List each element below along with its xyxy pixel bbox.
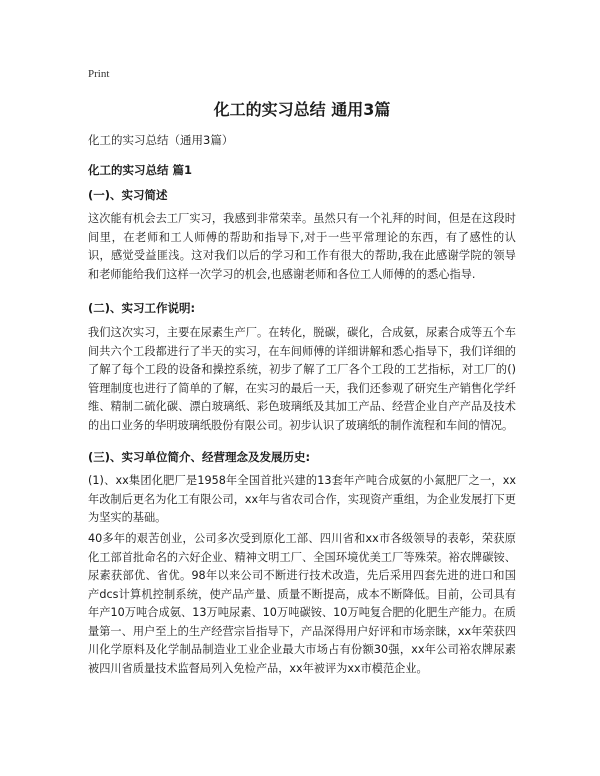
print-label: Print [88, 68, 110, 80]
section-2-paragraph-1: 我们这次实习，主要在尿素生产厂。在转化，脱碳，碳化，合成氨，尿素合成等五个车间共六个工段都进行了半天的实习，在车间师傅的详细讲解和悉心指导下，我们详细的了解了每个工段的设备和操控系统，初步了解了工厂各个工段的工艺指标，对工厂的()管理制度也进行了简单的了解，在实习的最后一天，我们还参观了研究生产销售化学纤维、精制二硫化碳、漂白玻璃纸、彩色玻璃纸及其加工产品、经营企业自产产品及技术的出口业务的华明玻璃纸股份有限公司。初步认识了玻璃纸的制作流程和车间的情况。 [88, 326, 516, 432]
article-heading: 化工的实习总结 篇1 [88, 163, 193, 177]
section-heading-1: (一)、实习简述 [88, 188, 168, 202]
section-heading-3: (三)、实习单位简介、经营理念及发展历史: [88, 450, 311, 464]
section-3-paragraph-2: 40多年的艰苦创业，公司多次受到原化工部、四川省和xx市各级领导的表彰，荣获原化工部首批命名的六好企业、精神文明工厂、全国环境优美工厂等殊荣。裕农牌碳铵、尿素获部优、省优。98年以来公司不断进行技术改造，先后采用四套先进的进口和国产dcs计算机控制系统，使产品产量、质量不断提高，成本不断降低。目前，公司具有年产10万吨合成氨、13万吨尿素、10万吨碳铵、10万吨复合肥的化肥生产能力。在质量第一、用户至上的生产经营宗旨指导下，产品深得用户好评和市场亲睐，xx年荣获四川化学原料及化学制品制造业工业企业最大市场占有份额30强，xx年公司裕农牌尿素被四川省质量技术监督局列入免检产品，xx年被评为xx市模范企业。 [88, 532, 516, 675]
section-heading-2: (二)、实习工作说明: [88, 301, 196, 315]
page-title: 化工的实习总结 通用3篇 [213, 100, 391, 119]
section-1-paragraph-1: 这次能有机会去工厂实习，我感到非常荣幸。虽然只有一个礼拜的时间，但是在这段时间里，在老师和工人师傅的帮助和指导下,对于一些平常理论的东西，有了感性的认识，感觉受益匪浅。这对我们以后的学习和工作有很大的帮助,我在此感谢学院的领导和老师能给我们这样一次学习的机会,也感谢老师和各位工人师傅的的悉心指导. [88, 212, 516, 281]
section-3-paragraph-1: (1)、xx集团化肥厂是1958年全国首批兴建的13套年产吨合成氨的小氮肥厂之一，xx年改制后更名为化工有限公司，xx年与省农司合作，实现资产重组，为企业发展打下更为坚实的基础。 [88, 474, 516, 524]
document-subtitle: 化工的实习总结（通用3篇） [88, 133, 234, 147]
